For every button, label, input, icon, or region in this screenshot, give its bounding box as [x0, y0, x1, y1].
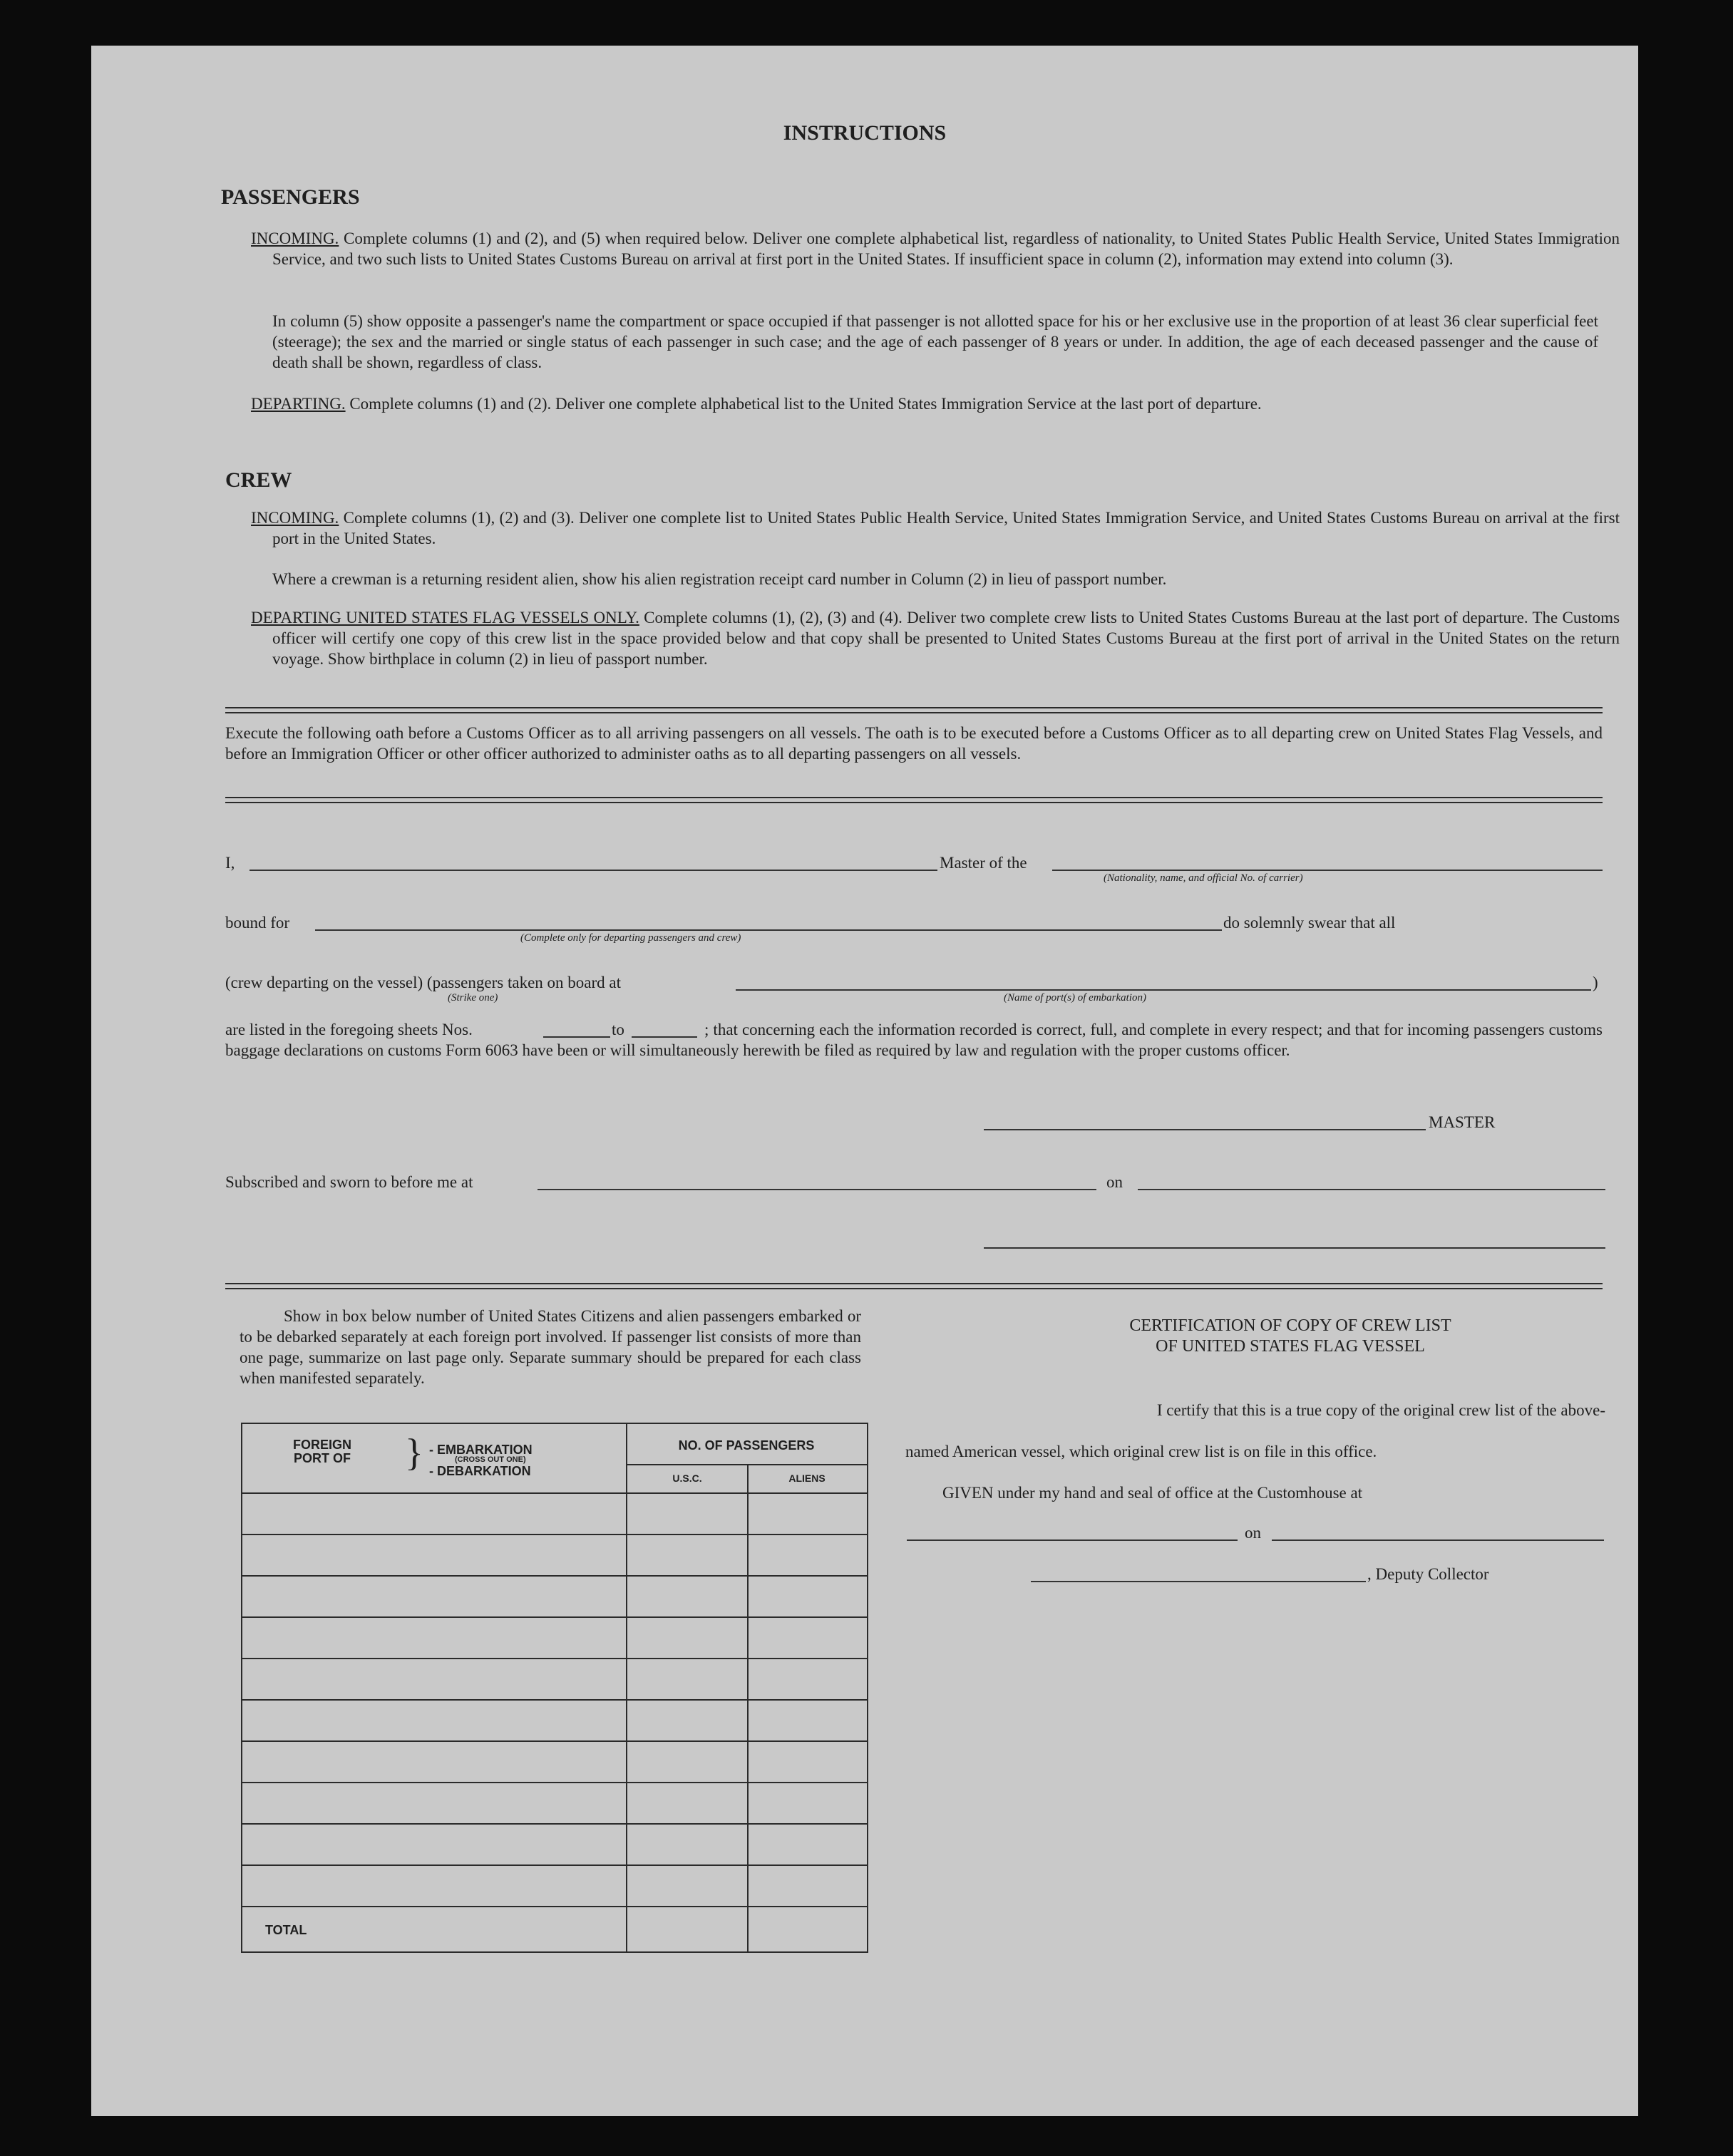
subscribed-label: Subscribed and sworn to before me at — [225, 1173, 473, 1191]
officer-signature-field[interactable] — [984, 1247, 1605, 1249]
bound-hint: (Complete only for departing passengers and crew) — [520, 932, 741, 944]
deputy-signature-field[interactable] — [1031, 1581, 1366, 1582]
bound-for-label: bound for — [225, 914, 290, 932]
table-row — [242, 1782, 867, 1783]
certify-line-2: named American vessel, which original crew list is on file in this office. — [905, 1443, 1377, 1460]
bound-for-field[interactable] — [315, 929, 1222, 931]
master-signature-field[interactable] — [984, 1129, 1426, 1130]
aliens-header: ALIENS — [788, 1472, 826, 1484]
crew-departing-oath-label: (crew departing on the vessel) (passengers taken on board at — [225, 974, 621, 991]
usc-header: U.S.C. — [672, 1472, 702, 1484]
section-divider — [225, 707, 1603, 713]
brace-icon: } — [405, 1431, 423, 1474]
table-row — [242, 1492, 867, 1494]
certify-line-1: I certify that this is a true copy of the original crew list of the above- — [1156, 1401, 1605, 1419]
form-page — [91, 46, 1638, 2116]
passengers-heading: PASSENGERS — [221, 185, 360, 209]
table-row — [242, 1699, 867, 1701]
passengers-column5-text: In column (5) show opposite a passenger's name the compartment or space occupied if that passenger is not allotted space for his or her exclusive use in the proportion of at least 36 clear superficial feet (steerage); the sex and the married or single status of each passenger in such case; and the age of each passenger of 8 years or under. In addition, the age of each deceased passenger and the cause of death shall be shown, regardless of class. — [272, 312, 1598, 371]
passengers-departing-label: DEPARTING. — [251, 395, 346, 413]
subscribed-on-label: on — [1106, 1173, 1123, 1191]
certification-title-2: OF UNITED STATES FLAG VESSEL — [1156, 1337, 1425, 1356]
customhouse-field[interactable] — [907, 1539, 1238, 1541]
listed-suffix: ; that concerning each the information recorded is correct, full, and complete in every respect; and that for incoming passengers customs baggage declarations on customs Form 6063 have been or will simultaneously herewith be filed as required by law and regulation with the proper customs officer. — [225, 1021, 1603, 1059]
table-row — [242, 1906, 867, 1907]
table-divider — [747, 1464, 749, 1951]
debarkation-header: - DEBARKATION — [429, 1464, 531, 1478]
crew-departing-text — [251, 607, 1620, 669]
passengers-departing-body: Complete columns (1) and (2). Deliver one complete alphabetical list to the United States Immigration Service at the last port of departure. — [349, 395, 1262, 413]
master-of-label: Master of the — [940, 854, 1027, 872]
passengers-incoming-text — [251, 228, 1620, 269]
ports-hint: (Name of port(s) of embarkation) — [1004, 992, 1146, 1004]
summary-instructions: Show in box below number of United States Citizens and alien passengers embarked or to be debarked separately at each foreign port involved. If passenger list consists of more than one page, summarize on last page only. Separate summary should be prepared for each class when manifested separately. — [240, 1307, 861, 1387]
table-row — [242, 1534, 867, 1535]
passengers-incoming-label: INCOMING. — [251, 229, 339, 247]
table-divider — [626, 1464, 867, 1465]
to-label: to — [612, 1021, 624, 1038]
passengers-incoming-body: Complete columns (1) and (2), and (5) when required below. Deliver one complete alphabetical list, regardless of nationality, to United States Public Health Service, United States Immigration Service, and two such lists to United States Customs Bureau on arrival at first port in the United States. If insufficient space in column (2), information may extend into column (3). — [272, 229, 1620, 268]
total-label: TOTAL — [265, 1923, 307, 1937]
table-row — [242, 1864, 867, 1866]
crew-departing-body: Complete columns (1), (2), (3) and (4). Deliver two complete crew lists to United States Customs Bureau at the last port of departure. The Customs officer will certify one copy of this crew list in the space provided below and that copy shall be presented to United States Customs Bureau at the first port of arrival in the United States on the return voyage. Show birthplace in column (2) in lieu of passport number. — [272, 609, 1620, 668]
crew-heading: CREW — [225, 468, 292, 492]
crew-incoming-body: Complete columns (1), (2) and (3). Deliver one complete list to United States Public Health Service, United States Immigration Service, and United States Customs Bureau on arrival at the first port in the United States. — [272, 509, 1620, 547]
listed-prefix: are listed in the foregoing sheets Nos. — [225, 1021, 473, 1038]
section-divider — [225, 1283, 1603, 1289]
table-divider — [626, 1424, 627, 1951]
foreign-port-header: FOREIGN PORT OF — [292, 1438, 351, 1465]
passenger-summary-table — [241, 1423, 868, 1953]
oath-i-label: I, — [225, 854, 235, 872]
page-title: INSTRUCTIONS — [783, 121, 947, 145]
carrier-field[interactable] — [1052, 870, 1603, 871]
master-label: MASTER — [1429, 1113, 1496, 1131]
table-row — [242, 1658, 867, 1659]
crew-departing-label: DEPARTING UNITED STATES FLAG VESSELS ONLY. — [251, 609, 639, 626]
embarkation-header: - EMBARKATION — [429, 1443, 533, 1457]
table-row — [242, 1616, 867, 1618]
certification-date-field[interactable] — [1272, 1539, 1604, 1541]
passengers-departing-text — [251, 393, 1620, 414]
table-row — [242, 1740, 867, 1742]
deputy-label: , Deputy Collector — [1367, 1565, 1489, 1583]
table-row — [242, 1823, 867, 1825]
cross-out-header: (CROSS OUT ONE) — [455, 1455, 526, 1464]
port-embarkation-field[interactable] — [736, 989, 1591, 991]
subscribed-place-field[interactable] — [538, 1189, 1096, 1190]
certification-title-1: CERTIFICATION OF COPY OF CREW LIST — [1129, 1316, 1451, 1335]
subscribed-date-field[interactable] — [1138, 1189, 1605, 1190]
section-divider — [225, 797, 1603, 803]
close-paren: ) — [1593, 974, 1598, 991]
crew-returning-text: Where a crewman is a returning resident alien, show his alien registration receipt card number in Column (2) in lieu of passport number. — [272, 570, 1167, 588]
oath-intro: Execute the following oath before a Customs Officer as to all arriving passengers on all vessels. The oath is to be executed before a Customs Officer as to all departing crew on United States Flag Vessels, and before an Immigration Officer or other officer authorized to administer oaths as to all departing passengers on all vessels. — [225, 724, 1603, 763]
carrier-hint: (Nationality, name, and official No. of carrier) — [1104, 872, 1303, 884]
table-row — [242, 1575, 867, 1577]
strike-hint: (Strike one) — [448, 992, 498, 1004]
no-of-passengers-header: NO. OF PASSENGERS — [678, 1438, 815, 1453]
certification-on-label: on — [1245, 1524, 1261, 1542]
crew-incoming-text — [251, 507, 1620, 549]
master-name-field[interactable] — [250, 870, 937, 871]
swear-label: do solemnly swear that all — [1223, 914, 1396, 932]
crew-incoming-label: INCOMING. — [251, 509, 339, 527]
given-text: GIVEN under my hand and seal of office at the Customhouse at — [942, 1484, 1363, 1502]
